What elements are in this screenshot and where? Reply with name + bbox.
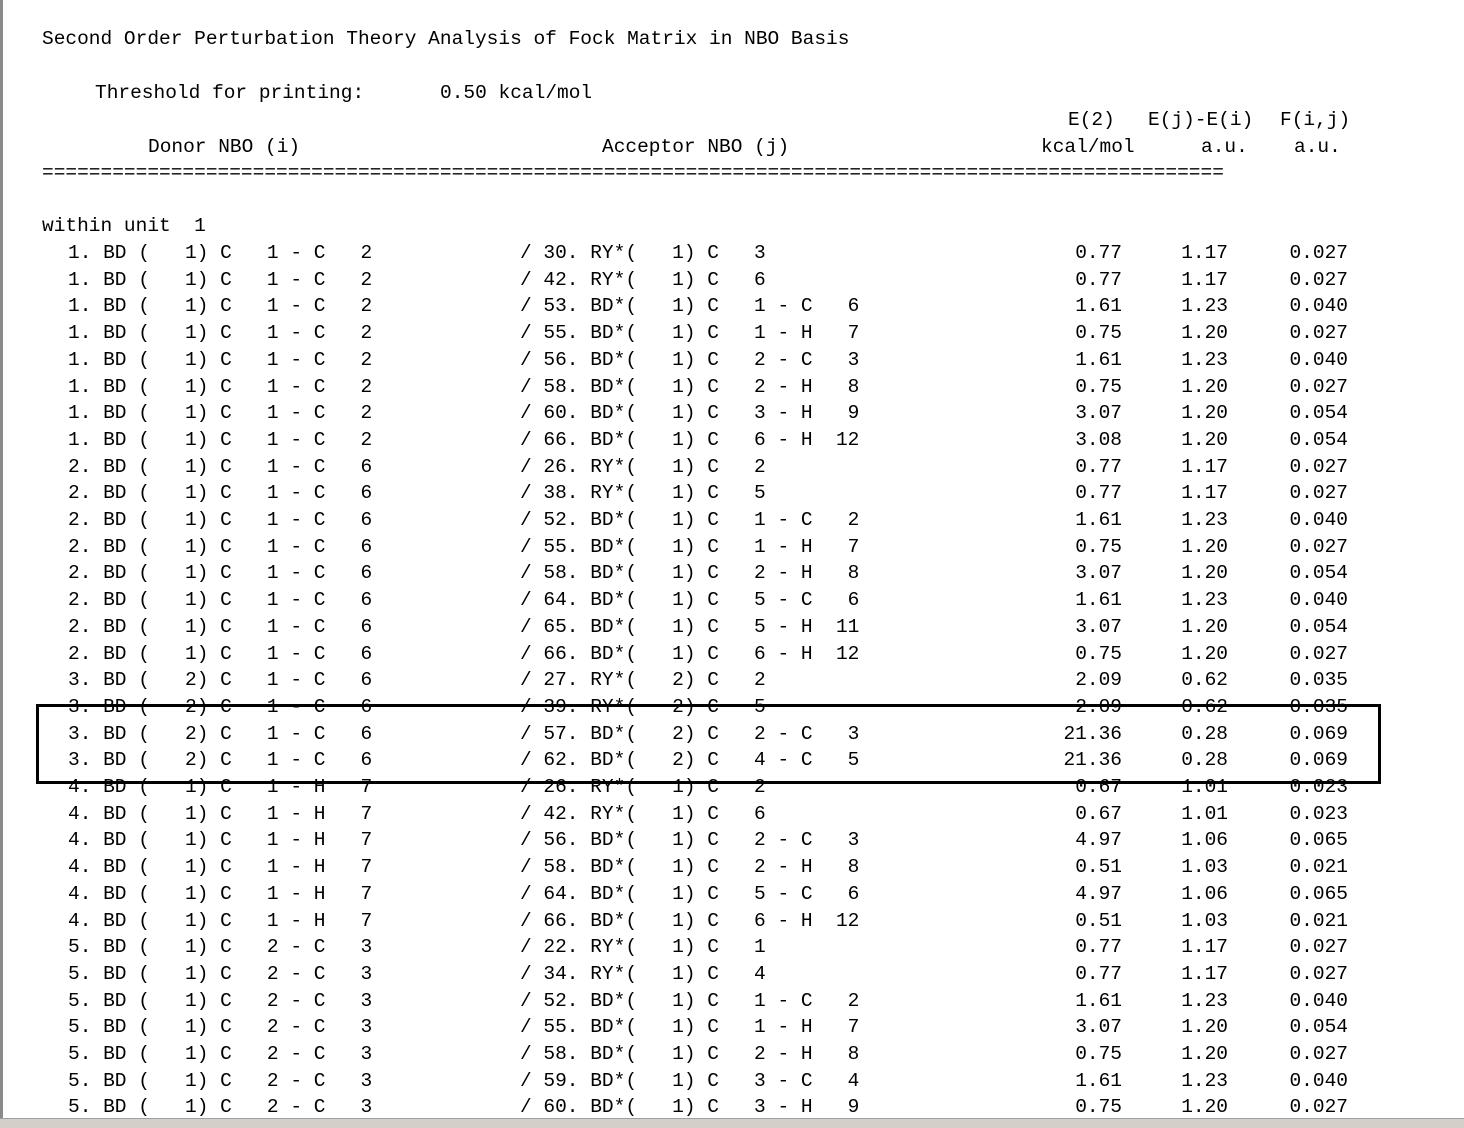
- col-e2-header: E(2): [1068, 109, 1115, 131]
- table-row: [0, 534, 1464, 561]
- acceptor-cell: / 66. BD*( 1) C 6 - H 12: [520, 642, 860, 665]
- table-row: [0, 854, 1464, 881]
- table-row: [0, 961, 1464, 988]
- table-row: [0, 347, 1464, 374]
- ej-ei-cell: 1.03: [1181, 856, 1228, 879]
- acceptor-cell: / 34. RY*( 1) C 4: [520, 962, 766, 985]
- e2-cell: 21.36: [1063, 722, 1122, 745]
- acceptor-cell: / 57. BD*( 2) C 2 - C 3: [520, 722, 860, 745]
- table-row: [0, 454, 1464, 481]
- acceptor-cell: / 52. BD*( 1) C 1 - C 2: [520, 509, 860, 531]
- e2-cell: 3.07: [1075, 1016, 1122, 1039]
- acceptor-cell: / 58. BD*( 1) C 2 - H 8: [520, 856, 860, 879]
- fij-cell: 0.027: [1289, 642, 1348, 665]
- donor-cell: 3. BD ( 2) C 1 - C 6: [68, 722, 373, 745]
- e2-cell: 1.61: [1075, 589, 1122, 612]
- fij-cell: 0.027: [1289, 936, 1348, 959]
- col-ej-ei-header: E(j)-E(i): [1148, 109, 1254, 131]
- acceptor-cell: / 62. BD*( 2) C 4 - C 5: [520, 749, 860, 772]
- ej-ei-cell: 1.20: [1181, 642, 1228, 665]
- col-fij-header: F(i,j): [1280, 109, 1351, 131]
- ej-ei-cell: 1.23: [1181, 509, 1228, 531]
- acceptor-cell: / 27. RY*( 2) C 2: [520, 669, 766, 692]
- donor-cell: 1. BD ( 1) C 1 - C 2: [68, 428, 373, 451]
- fij-cell: 0.054: [1289, 615, 1348, 638]
- acceptor-cell: / 60. BD*( 1) C 3 - H 9: [520, 1096, 860, 1119]
- acceptor-cell: / 66. BD*( 1) C 6 - H 12: [520, 428, 860, 451]
- donor-cell: 2. BD ( 1) C 1 - C 6: [68, 589, 373, 612]
- fij-cell: 0.035: [1289, 695, 1348, 718]
- table-row: [0, 320, 1464, 347]
- donor-cell: 1. BD ( 1) C 1 - C 2: [68, 375, 373, 398]
- ej-ei-cell: 1.20: [1181, 1043, 1228, 1065]
- ej-ei-cell: 0.28: [1181, 722, 1228, 745]
- donor-cell: 2. BD ( 1) C 1 - C 6: [68, 482, 373, 505]
- threshold-label: Threshold for printing:: [95, 82, 365, 104]
- e2-cell: 3.07: [1075, 615, 1122, 638]
- donor-cell: 4. BD ( 1) C 1 - H 7: [68, 776, 373, 798]
- table-row: [0, 400, 1464, 427]
- ej-ei-cell: 1.01: [1181, 776, 1228, 798]
- fij-cell: 0.069: [1289, 749, 1348, 772]
- ej-ei-cell: 1.23: [1181, 1069, 1228, 1092]
- e2-cell: 2.09: [1075, 695, 1122, 718]
- ej-ei-cell: 1.20: [1181, 615, 1228, 638]
- table-row: [0, 934, 1464, 961]
- ej-ei-cell: 1.20: [1181, 375, 1228, 398]
- donor-cell: 1. BD ( 1) C 1 - C 2: [68, 295, 373, 318]
- fij-cell: 0.040: [1289, 1069, 1348, 1092]
- donor-cell: 3. BD ( 2) C 1 - C 6: [68, 695, 373, 718]
- acceptor-cell: / 64. BD*( 1) C 5 - C 6: [520, 882, 860, 905]
- fij-cell: 0.040: [1289, 348, 1348, 371]
- ej-ei-cell: 1.17: [1181, 268, 1228, 291]
- donor-cell: 2. BD ( 1) C 1 - C 6: [68, 535, 373, 558]
- ej-ei-cell: 1.20: [1181, 562, 1228, 585]
- fij-cell: 0.065: [1289, 882, 1348, 905]
- acceptor-cell: / 30. RY*( 1) C 3: [520, 242, 766, 264]
- ej-ei-cell: 1.23: [1181, 589, 1228, 612]
- e2-cell: 0.77: [1075, 455, 1122, 478]
- acceptor-cell: / 56. BD*( 1) C 2 - C 3: [520, 829, 860, 852]
- ej-ei-cell: 1.01: [1181, 802, 1228, 825]
- acceptor-cell: / 55. BD*( 1) C 1 - H 7: [520, 1016, 860, 1039]
- donor-cell: 5. BD ( 1) C 2 - C 3: [68, 1069, 373, 1092]
- ej-ei-cell: 1.20: [1181, 428, 1228, 451]
- table-row: [0, 587, 1464, 614]
- fij-cell: 0.054: [1289, 428, 1348, 451]
- acceptor-cell: / 58. BD*( 1) C 2 - H 8: [520, 1043, 860, 1065]
- fij-cell: 0.027: [1289, 268, 1348, 291]
- e2-unit: kcal/mol: [1041, 136, 1135, 158]
- e2-cell: 3.08: [1075, 428, 1122, 451]
- fij-cell: 0.054: [1289, 1016, 1348, 1039]
- e2-cell: 0.77: [1075, 482, 1122, 505]
- fij-cell: 0.027: [1289, 455, 1348, 478]
- header-separator: =====================================================================================================: [42, 162, 1224, 184]
- fij-cell: 0.054: [1289, 402, 1348, 425]
- acceptor-cell: / 59. BD*( 1) C 3 - C 4: [520, 1069, 860, 1092]
- table-row: [0, 1014, 1464, 1041]
- fij-unit: a.u.: [1294, 136, 1341, 158]
- ej-ei-cell: 0.62: [1181, 669, 1228, 692]
- e2-cell: 4.97: [1075, 882, 1122, 905]
- donor-cell: 5. BD ( 1) C 2 - C 3: [68, 962, 373, 985]
- acceptor-cell: / 22. RY*( 1) C 1: [520, 936, 766, 959]
- ej-ei-cell: 1.20: [1181, 322, 1228, 345]
- donor-cell: 5. BD ( 1) C 2 - C 3: [68, 1043, 373, 1065]
- ej-ei-cell: 1.17: [1181, 936, 1228, 959]
- fij-cell: 0.040: [1289, 509, 1348, 531]
- donor-cell: 2. BD ( 1) C 1 - C 6: [68, 615, 373, 638]
- donor-cell: 4. BD ( 1) C 1 - H 7: [68, 802, 373, 825]
- e2-cell: 1.61: [1075, 1069, 1122, 1092]
- acceptor-cell: / 26. RY*( 1) C 2: [520, 776, 766, 798]
- e2-cell: 0.51: [1075, 856, 1122, 879]
- acceptor-column-header: Acceptor NBO (j): [602, 136, 790, 158]
- acceptor-cell: / 58. BD*( 1) C 2 - H 8: [520, 562, 860, 585]
- acceptor-cell: / 55. BD*( 1) C 1 - H 7: [520, 535, 860, 558]
- donor-cell: 5. BD ( 1) C 2 - C 3: [68, 1016, 373, 1039]
- fij-cell: 0.021: [1289, 856, 1348, 879]
- e2-cell: 1.61: [1075, 348, 1122, 371]
- ej-ei-cell: 1.20: [1181, 535, 1228, 558]
- e2-cell: 0.75: [1075, 1043, 1122, 1065]
- donor-cell: 2. BD ( 1) C 1 - C 6: [68, 509, 373, 531]
- threshold-value: 0.50 kcal/mol: [440, 82, 593, 104]
- e2-cell: 4.97: [1075, 829, 1122, 852]
- section-label: within unit 1: [42, 215, 206, 237]
- donor-cell: 5. BD ( 1) C 2 - C 3: [68, 989, 373, 1012]
- ej-ei-cell: 1.23: [1181, 295, 1228, 318]
- e2-cell: 1.61: [1075, 295, 1122, 318]
- donor-cell: 3. BD ( 2) C 1 - C 6: [68, 669, 373, 692]
- fij-cell: 0.021: [1289, 909, 1348, 932]
- acceptor-cell: / 42. RY*( 1) C 6: [520, 802, 766, 825]
- fij-cell: 0.027: [1289, 482, 1348, 505]
- table-row: [0, 374, 1464, 401]
- acceptor-cell: / 58. BD*( 1) C 2 - H 8: [520, 375, 860, 398]
- table-row: [0, 881, 1464, 908]
- e2-cell: 21.36: [1063, 749, 1122, 772]
- ej-ei-cell: 1.17: [1181, 455, 1228, 478]
- e2-cell: 1.61: [1075, 989, 1122, 1012]
- fij-cell: 0.040: [1289, 295, 1348, 318]
- table-row: [0, 988, 1464, 1015]
- e2-cell: 0.75: [1075, 642, 1122, 665]
- donor-cell: 5. BD ( 1) C 2 - C 3: [68, 1096, 373, 1119]
- ej-ei-cell: 1.03: [1181, 909, 1228, 932]
- fij-cell: 0.023: [1289, 776, 1348, 798]
- acceptor-cell: / 55. BD*( 1) C 1 - H 7: [520, 322, 860, 345]
- table-row: [0, 560, 1464, 587]
- e2-cell: 0.77: [1075, 962, 1122, 985]
- acceptor-cell: / 66. BD*( 1) C 6 - H 12: [520, 909, 860, 932]
- donor-cell: 1. BD ( 1) C 1 - C 2: [68, 348, 373, 371]
- donor-cell: 3. BD ( 2) C 1 - C 6: [68, 749, 373, 772]
- donor-cell: 2. BD ( 1) C 1 - C 6: [68, 642, 373, 665]
- donor-cell: 1. BD ( 1) C 1 - C 2: [68, 242, 373, 264]
- donor-cell: 1. BD ( 1) C 1 - C 2: [68, 402, 373, 425]
- ej-ei-cell: 1.23: [1181, 348, 1228, 371]
- ej-ei-cell: 1.23: [1181, 989, 1228, 1012]
- donor-cell: 4. BD ( 1) C 1 - H 7: [68, 909, 373, 932]
- ej-ei-cell: 1.20: [1181, 1096, 1228, 1119]
- fij-cell: 0.027: [1289, 375, 1348, 398]
- table-row: [0, 1041, 1464, 1068]
- table-row: [0, 240, 1464, 267]
- e2-cell: 0.67: [1075, 802, 1122, 825]
- ej-ei-cell: 1.17: [1181, 962, 1228, 985]
- table-row: [0, 1068, 1464, 1095]
- table-row: [0, 293, 1464, 320]
- e2-cell: 0.77: [1075, 268, 1122, 291]
- e2-cell: 3.07: [1075, 562, 1122, 585]
- e2-cell: 2.09: [1075, 669, 1122, 692]
- acceptor-cell: / 26. RY*( 1) C 2: [520, 455, 766, 478]
- table-row: [0, 267, 1464, 294]
- acceptor-cell: / 42. RY*( 1) C 6: [520, 268, 766, 291]
- ej-ei-unit: a.u.: [1201, 136, 1248, 158]
- e2-cell: 0.75: [1075, 322, 1122, 345]
- table-row: [0, 641, 1464, 668]
- donor-cell: 4. BD ( 1) C 1 - H 7: [68, 882, 373, 905]
- highlight-box: [36, 704, 1381, 784]
- fij-cell: 0.027: [1289, 242, 1348, 264]
- ej-ei-cell: 0.62: [1181, 695, 1228, 718]
- ej-ei-cell: 1.20: [1181, 1016, 1228, 1039]
- page-title: Second Order Perturbation Theory Analysis of Fock Matrix in NBO Basis: [42, 28, 850, 50]
- fij-cell: 0.027: [1289, 962, 1348, 985]
- donor-cell: 4. BD ( 1) C 1 - H 7: [68, 829, 373, 852]
- e2-cell: 0.77: [1075, 242, 1122, 264]
- donor-cell: 4. BD ( 1) C 1 - H 7: [68, 856, 373, 879]
- acceptor-cell: / 56. BD*( 1) C 2 - C 3: [520, 348, 860, 371]
- acceptor-cell: / 65. BD*( 1) C 5 - H 11: [520, 615, 860, 638]
- donor-column-header: Donor NBO (i): [148, 136, 301, 158]
- table-row: [0, 801, 1464, 828]
- fij-cell: 0.040: [1289, 989, 1348, 1012]
- e2-cell: 0.77: [1075, 936, 1122, 959]
- ej-ei-cell: 1.17: [1181, 242, 1228, 264]
- fij-cell: 0.054: [1289, 562, 1348, 585]
- acceptor-cell: / 52. BD*( 1) C 1 - C 2: [520, 989, 860, 1012]
- acceptor-cell: / 64. BD*( 1) C 5 - C 6: [520, 589, 860, 612]
- ej-ei-cell: 1.20: [1181, 402, 1228, 425]
- fij-cell: 0.040: [1289, 589, 1348, 612]
- e2-cell: 0.75: [1075, 375, 1122, 398]
- donor-cell: 2. BD ( 1) C 1 - C 6: [68, 455, 373, 478]
- fij-cell: 0.027: [1289, 1043, 1348, 1065]
- e2-cell: 1.61: [1075, 509, 1122, 531]
- e2-cell: 0.75: [1075, 535, 1122, 558]
- acceptor-cell: / 39. RY*( 2) C 5: [520, 695, 766, 718]
- e2-cell: 3.07: [1075, 402, 1122, 425]
- fij-cell: 0.023: [1289, 802, 1348, 825]
- donor-cell: 2. BD ( 1) C 1 - C 6: [68, 562, 373, 585]
- acceptor-cell: / 60. BD*( 1) C 3 - H 9: [520, 402, 860, 425]
- acceptor-cell: / 53. BD*( 1) C 1 - C 6: [520, 295, 860, 318]
- fij-cell: 0.069: [1289, 722, 1348, 745]
- e2-cell: 0.51: [1075, 909, 1122, 932]
- fij-cell: 0.027: [1289, 535, 1348, 558]
- ej-ei-cell: 1.06: [1181, 829, 1228, 852]
- donor-cell: 5. BD ( 1) C 2 - C 3: [68, 936, 373, 959]
- donor-cell: 1. BD ( 1) C 1 - C 2: [68, 268, 373, 291]
- ej-ei-cell: 1.17: [1181, 482, 1228, 505]
- table-row: [0, 908, 1464, 935]
- table-row: [0, 427, 1464, 454]
- ej-ei-cell: 1.06: [1181, 882, 1228, 905]
- table-row: [0, 614, 1464, 641]
- fij-cell: 0.035: [1289, 669, 1348, 692]
- table-row: [0, 667, 1464, 694]
- donor-cell: 1. BD ( 1) C 1 - C 2: [68, 322, 373, 345]
- fij-cell: 0.065: [1289, 829, 1348, 852]
- e2-cell: 0.67: [1075, 776, 1122, 798]
- fij-cell: 0.027: [1289, 322, 1348, 345]
- e2-cell: 0.75: [1075, 1096, 1122, 1119]
- fij-cell: 0.027: [1289, 1096, 1348, 1119]
- table-row: [0, 827, 1464, 854]
- acceptor-cell: / 38. RY*( 1) C 5: [520, 482, 766, 505]
- ej-ei-cell: 0.28: [1181, 749, 1228, 772]
- table-row: [0, 480, 1464, 507]
- table-row: [0, 507, 1464, 534]
